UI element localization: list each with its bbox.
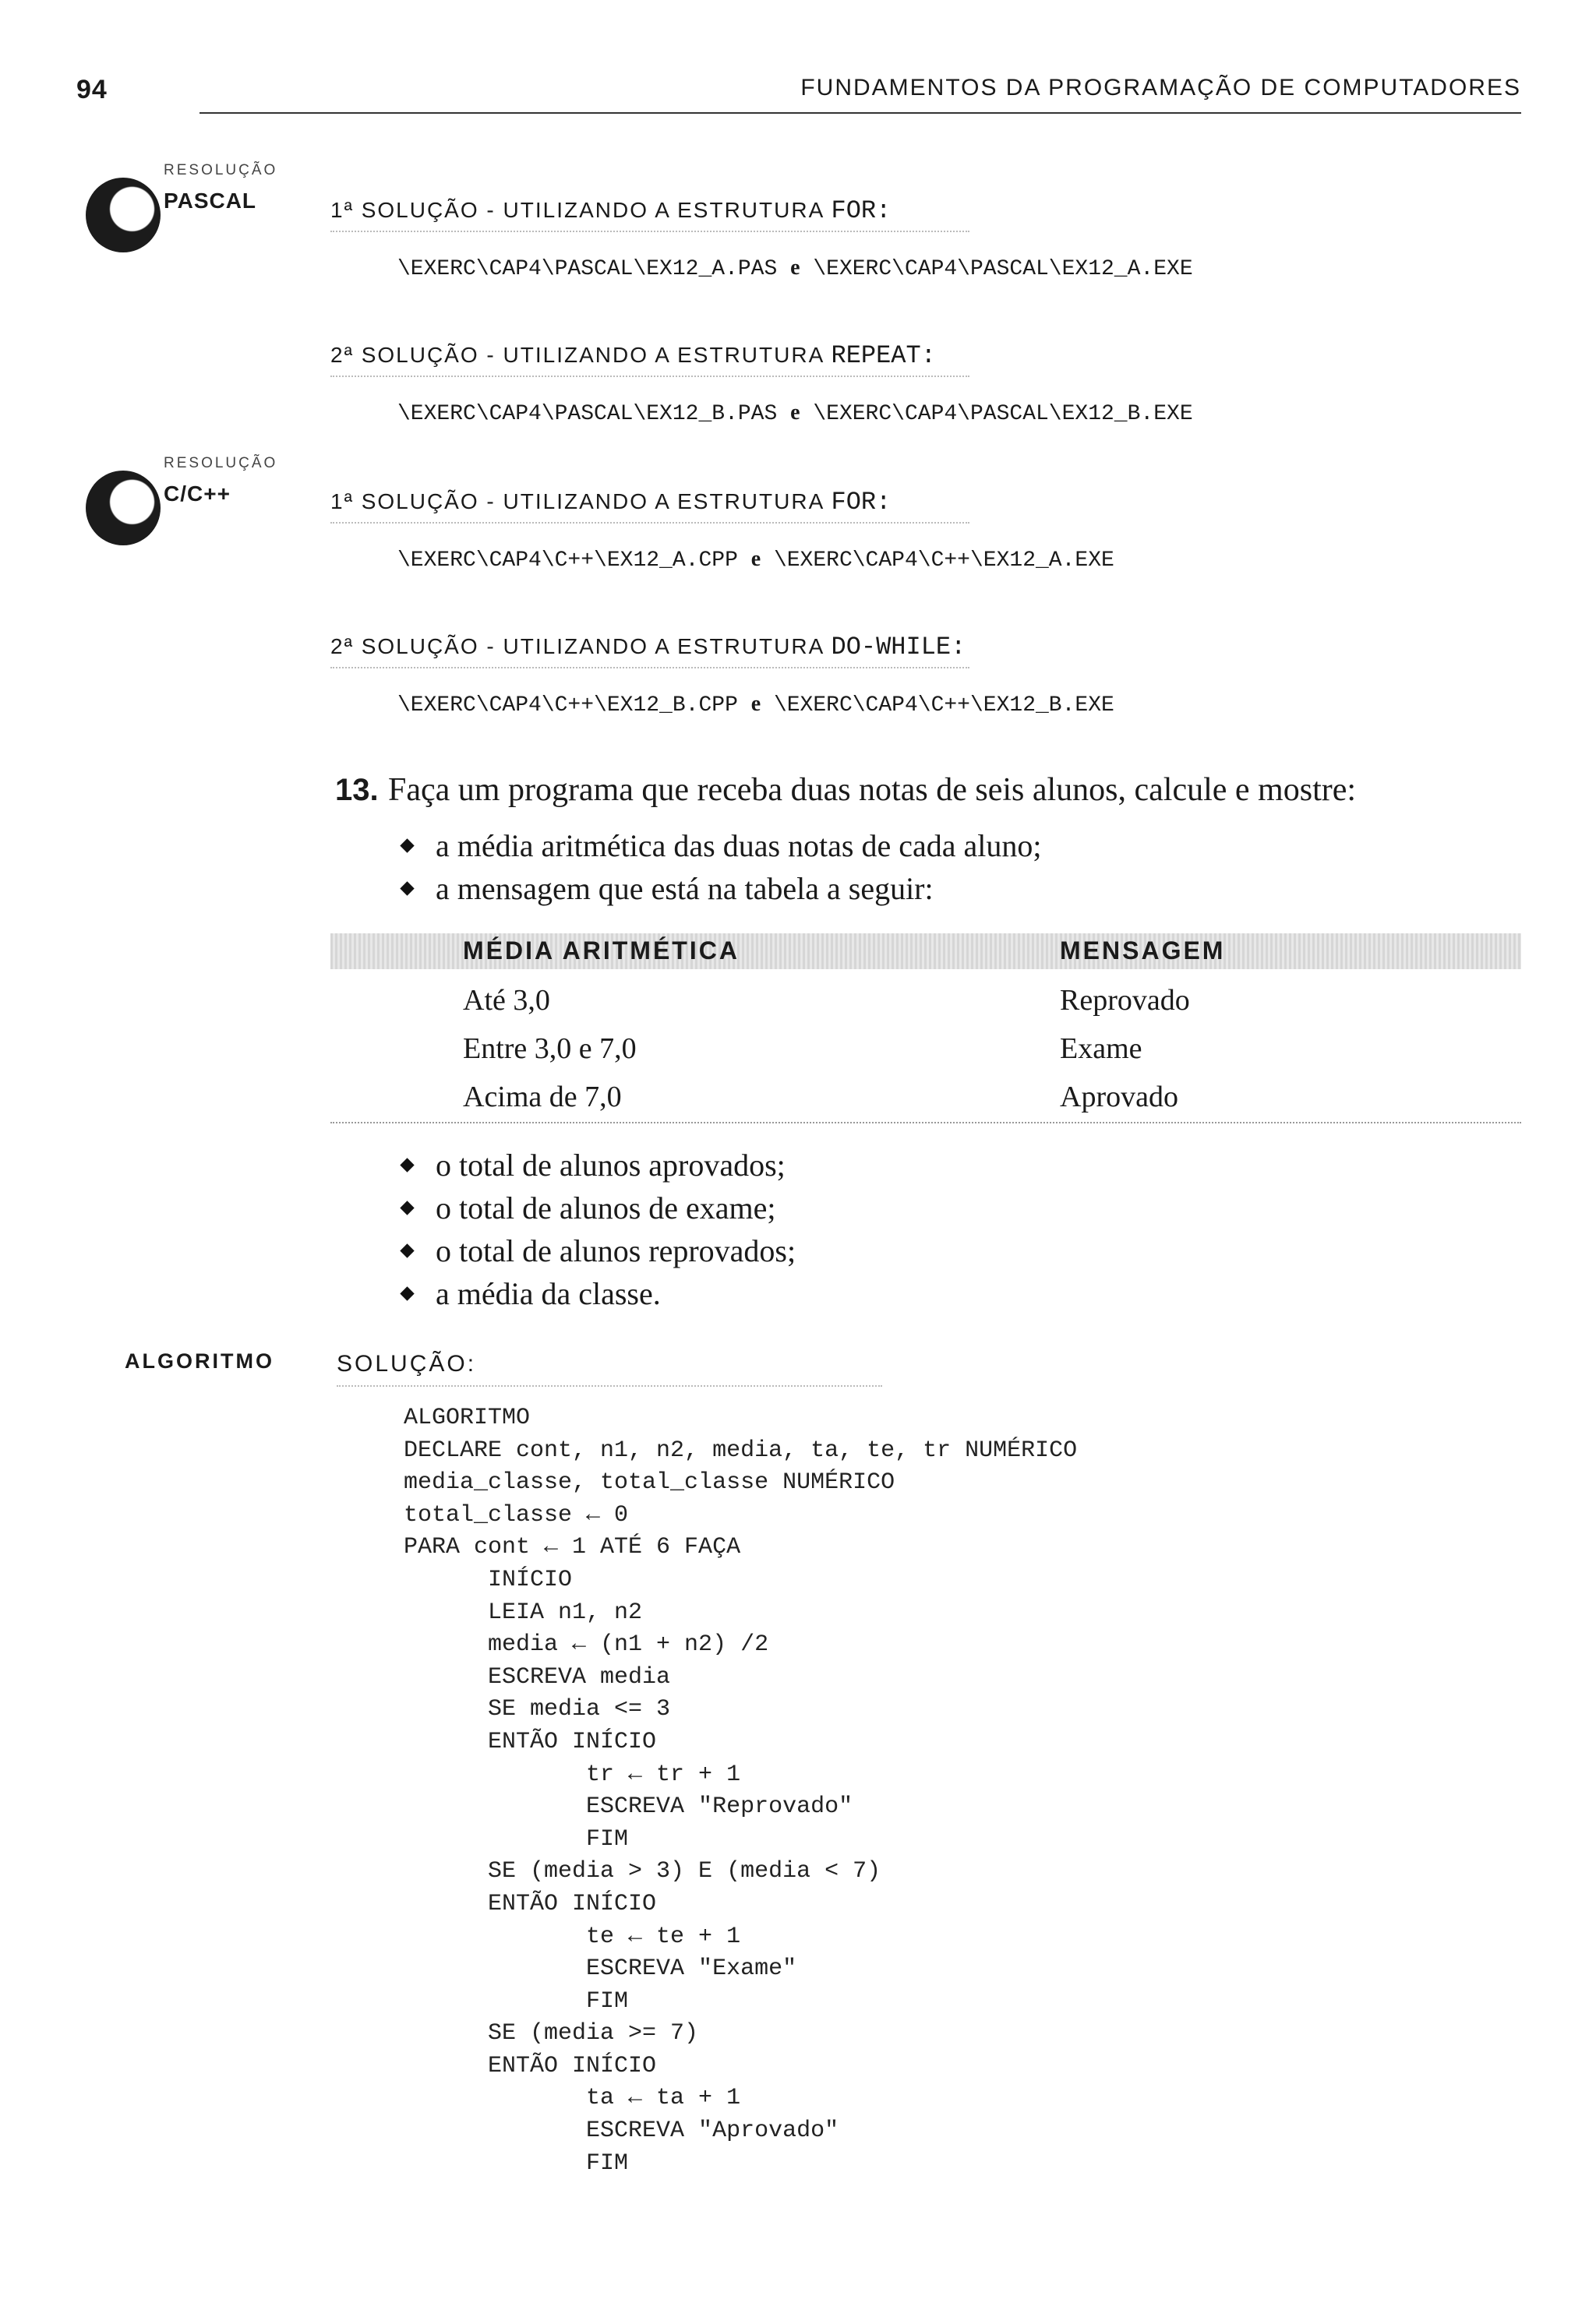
table-cell: Exame bbox=[1060, 1032, 1142, 1065]
exercise-number: 13. bbox=[335, 773, 379, 807]
bullet-list bbox=[402, 1144, 796, 1315]
code-line: ESCREVA "Exame" bbox=[404, 1955, 797, 1983]
resolution-small-label: RESOLUÇÃO bbox=[164, 455, 278, 471]
code-line: ENTÃO INÍCIO bbox=[404, 2052, 657, 2079]
code-line: tr ← tr + 1 bbox=[404, 1761, 741, 1788]
list-item bbox=[402, 1144, 796, 1187]
code-line: te ← te + 1 bbox=[404, 1923, 741, 1950]
list-item-text: o total de alunos reprovados; bbox=[436, 1233, 796, 1268]
diamond-bullet-icon bbox=[400, 881, 414, 895]
code-line: SE (media > 3) E (media < 7) bbox=[404, 1858, 881, 1885]
resolution-badge-icon bbox=[86, 178, 161, 252]
table-bottom-rule bbox=[330, 1122, 1521, 1123]
code-line: FIM bbox=[404, 2149, 629, 2177]
code-line: SE media <= 3 bbox=[404, 1696, 671, 1723]
exe-path: \EXERC\CAP4\C++\EX12_B.EXE bbox=[773, 693, 1114, 718]
code-line: ESCREVA media bbox=[404, 1663, 671, 1691]
page-number: 94 bbox=[76, 75, 108, 104]
table-header-media: MÉDIA ARITMÉTICA bbox=[463, 936, 740, 965]
file-paths bbox=[397, 256, 1193, 281]
source-path: \EXERC\CAP4\C++\EX12_B.CPP bbox=[397, 693, 738, 718]
solution-heading-text: 2ª SOLUÇÃO - UTILIZANDO A ESTRUTURA bbox=[330, 634, 824, 658]
list-item bbox=[402, 1229, 796, 1272]
table-cell: Acima de 7,0 bbox=[463, 1081, 622, 1113]
code-line: media_classe, total_classe NUMÉRICO bbox=[404, 1469, 895, 1497]
conjunction: e bbox=[790, 400, 800, 425]
code-line: ESCREVA "Aprovado" bbox=[404, 2118, 839, 2145]
code-line: LEIA n1, n2 bbox=[404, 1599, 643, 1626]
diamond-bullet-icon bbox=[400, 1201, 414, 1215]
solution-heading bbox=[330, 341, 936, 370]
code-line: INÍCIO bbox=[404, 1566, 573, 1593]
table-cell: Entre 3,0 e 7,0 bbox=[463, 1032, 637, 1065]
running-title: FUNDAMENTOS DA PROGRAMAÇÃO DE COMPUTADORES bbox=[800, 75, 1521, 101]
conjunction: e bbox=[750, 547, 761, 571]
exe-path: \EXERC\CAP4\PASCAL\EX12_B.EXE bbox=[813, 402, 1193, 426]
solution-heading bbox=[330, 633, 966, 661]
exe-path: \EXERC\CAP4\C++\EX12_A.EXE bbox=[773, 548, 1114, 573]
exercise-statement: Faça um programa que receba duas notas de seis alunos, calcule e mostre: bbox=[388, 772, 1357, 808]
solution-heading bbox=[330, 196, 891, 225]
source-path: \EXERC\CAP4\PASCAL\EX12_A.PAS bbox=[397, 257, 778, 281]
resolution-small-label: RESOLUÇÃO bbox=[164, 162, 278, 178]
solution-heading bbox=[330, 488, 891, 517]
bullet-list bbox=[402, 824, 1041, 910]
divider bbox=[330, 522, 969, 524]
list-item bbox=[402, 1272, 796, 1315]
diamond-bullet-icon bbox=[400, 1158, 414, 1172]
table-cell: Aprovado bbox=[1060, 1081, 1178, 1113]
file-paths bbox=[397, 692, 1114, 718]
table-header-mensagem: MENSAGEM bbox=[1060, 936, 1226, 965]
language-label: PASCAL bbox=[164, 189, 257, 213]
divider bbox=[330, 376, 969, 377]
code-line: SE (media >= 7) bbox=[404, 2020, 699, 2047]
list-item bbox=[402, 867, 1041, 910]
conjunction: e bbox=[750, 692, 761, 716]
list-item bbox=[402, 1187, 796, 1229]
resolution-badge-icon bbox=[86, 471, 161, 545]
code-line: ALGORITMO bbox=[404, 1405, 531, 1431]
conjunction: e bbox=[790, 256, 800, 280]
solution-heading-text: 1ª SOLUÇÃO - UTILIZANDO A ESTRUTURA bbox=[330, 489, 824, 513]
source-path: \EXERC\CAP4\C++\EX12_A.CPP bbox=[397, 548, 738, 573]
solution-heading-text: 1ª SOLUÇÃO - UTILIZANDO A ESTRUTURA bbox=[330, 198, 824, 222]
divider bbox=[330, 667, 969, 668]
structure-keyword: DO-WHILE: bbox=[831, 633, 966, 661]
list-item-text: a média aritmética das duas notas de cada aluno; bbox=[436, 828, 1042, 863]
solution-heading-text: 2ª SOLUÇÃO - UTILIZANDO A ESTRUTURA bbox=[330, 343, 824, 367]
algorithm-code bbox=[404, 1402, 1077, 2180]
diamond-bullet-icon bbox=[400, 838, 414, 852]
divider bbox=[330, 231, 969, 232]
header-rule bbox=[200, 112, 1521, 114]
code-line: ta ← ta + 1 bbox=[404, 2085, 741, 2112]
solution-label: SOLUÇÃO: bbox=[337, 1351, 477, 1377]
list-item bbox=[402, 824, 1041, 867]
diamond-bullet-icon bbox=[400, 1286, 414, 1300]
code-line: PARA cont ← 1 ATÉ 6 FAÇA bbox=[404, 1534, 741, 1561]
code-line: DECLARE cont, n1, n2, media, ta, te, tr NUMÉRICO bbox=[404, 1437, 1078, 1464]
source-path: \EXERC\CAP4\PASCAL\EX12_B.PAS bbox=[397, 402, 778, 426]
structure-keyword: FOR: bbox=[831, 196, 892, 225]
list-item-text: a média da classe. bbox=[436, 1276, 661, 1311]
code-line: total_classe ← 0 bbox=[404, 1501, 629, 1529]
list-item-text: o total de alunos aprovados; bbox=[436, 1148, 786, 1183]
file-paths bbox=[397, 547, 1114, 573]
algorithm-side-label: ALGORITMO bbox=[125, 1349, 274, 1373]
file-paths bbox=[397, 400, 1193, 426]
diamond-bullet-icon bbox=[400, 1243, 414, 1257]
code-line: ENTÃO INÍCIO bbox=[404, 1890, 657, 1917]
code-line: FIM bbox=[404, 1825, 629, 1853]
code-line: media ← (n1 + n2) /2 bbox=[404, 1631, 769, 1659]
list-item-text: a mensagem que está na tabela a seguir: bbox=[436, 871, 934, 906]
code-line: ENTÃO INÍCIO bbox=[404, 1728, 657, 1755]
table-cell: Até 3,0 bbox=[463, 984, 550, 1017]
divider bbox=[337, 1385, 882, 1387]
structure-keyword: REPEAT: bbox=[831, 341, 936, 370]
exe-path: \EXERC\CAP4\PASCAL\EX12_A.EXE bbox=[813, 257, 1193, 281]
code-line: FIM bbox=[404, 1987, 629, 2015]
code-line: ESCREVA "Reprovado" bbox=[404, 1793, 853, 1821]
list-item-text: o total de alunos de exame; bbox=[436, 1190, 776, 1225]
table-cell: Reprovado bbox=[1060, 984, 1190, 1017]
structure-keyword: FOR: bbox=[831, 488, 892, 517]
language-label: C/C++ bbox=[164, 481, 231, 506]
